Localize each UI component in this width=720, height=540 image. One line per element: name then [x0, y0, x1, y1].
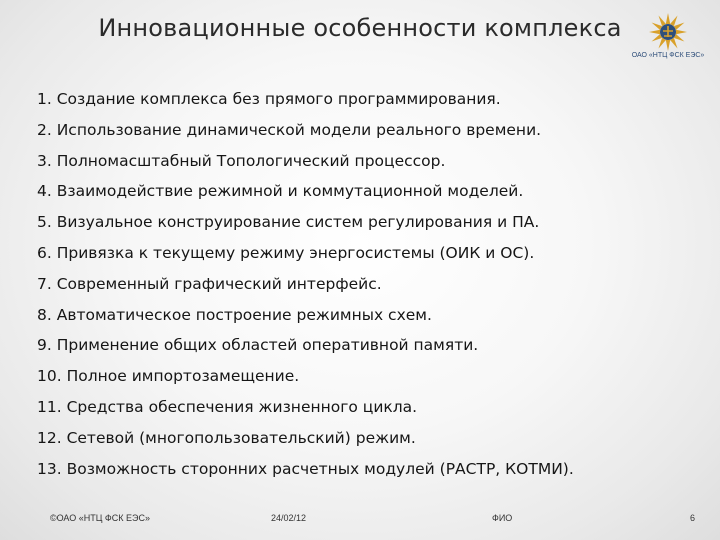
list-item: 13. Возможность сторонних расчетных модулей (РАСТР, КОТМИ).	[37, 459, 574, 478]
list-item: 6. Привязка к текущему режиму энергосистемы (ОИК и ОС).	[37, 243, 535, 262]
footer-copyright: ©ОАО «НТЦ ФСК ЕЭС»	[50, 513, 150, 523]
list-item: 12. Сетевой (многопользовательский) режим.	[37, 428, 416, 447]
list-item: 8. Автоматическое построение режимных схем.	[37, 305, 432, 324]
footer-author: ФИО	[492, 513, 513, 523]
page-number: 6	[690, 513, 696, 523]
list-item: 11. Средства обеспечения жизненного цикла.	[37, 397, 418, 416]
list-item: 2. Использование динамической модели реального времени.	[37, 120, 542, 139]
list-item: 9. Применение общих областей оперативной памяти.	[37, 336, 479, 355]
list-item: 1. Создание комплекса без прямого программирования.	[37, 90, 501, 108]
list-item: 5. Визуальное конструирование систем регулирования и ПА.	[37, 213, 540, 232]
list-item: 7. Современный графический интерфейс.	[37, 274, 382, 293]
list-item: 10. Полное импортозамещение.	[37, 367, 300, 386]
list-item: 3. Полномасштабный Топологический процессор.	[37, 151, 446, 170]
footer-date: 24/02/12	[271, 513, 307, 523]
list-item: 4. Взаимодействие режимной и коммутационной моделей.	[37, 182, 524, 201]
feature-list	[37, 84, 574, 484]
slide-title: Инновационные особенности комплекса	[98, 14, 622, 42]
sun-emblem-icon	[648, 12, 688, 52]
company-logo	[626, 12, 710, 68]
logo-caption: ОАО «НТЦ ФСК ЕЭС»	[631, 52, 705, 59]
